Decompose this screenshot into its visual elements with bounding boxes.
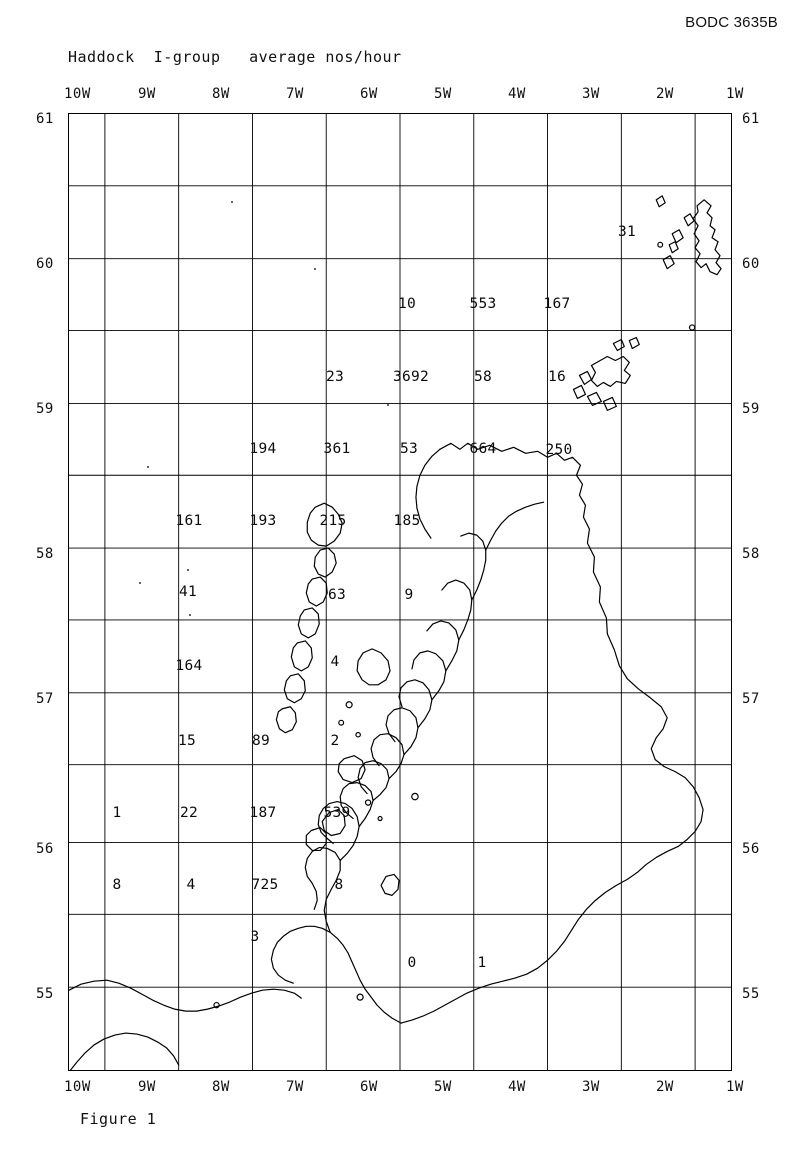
data-value-cell: 89 — [251, 733, 271, 749]
map-speck — [187, 569, 189, 571]
lat-tick-left-61: 61 — [36, 111, 54, 127]
lat-tick-right-57: 57 — [742, 691, 760, 707]
data-value-cell: 23 — [325, 369, 345, 385]
figure-caption: Figure 1 — [80, 1110, 157, 1128]
data-value-cell: 63 — [327, 587, 347, 603]
map-speck — [231, 201, 233, 203]
map-plot-area — [68, 113, 732, 1071]
lat-tick-left-60: 60 — [36, 256, 54, 272]
lat-tick-right-60: 60 — [742, 256, 760, 272]
lon-tick-top-6: 4W — [508, 86, 526, 102]
lon-tick-bottom-3: 7W — [286, 1079, 304, 1095]
chart-title: Haddock I-group average nos/hour — [68, 48, 402, 66]
lon-tick-top-2: 8W — [212, 86, 230, 102]
lon-tick-top-7: 3W — [582, 86, 600, 102]
map-speck — [387, 404, 389, 406]
lon-tick-bottom-6: 4W — [508, 1079, 526, 1095]
lon-tick-bottom-4: 6W — [360, 1079, 378, 1095]
data-value-cell: 10 — [397, 296, 417, 312]
lon-tick-bottom-7: 3W — [582, 1079, 600, 1095]
lon-tick-bottom-2: 8W — [212, 1079, 230, 1095]
lon-tick-top-8: 2W — [656, 86, 674, 102]
lat-tick-left-55: 55 — [36, 986, 54, 1002]
data-value-cell: 664 — [469, 441, 497, 457]
data-value-cell: 15 — [177, 733, 197, 749]
data-value-cell: 41 — [178, 584, 198, 600]
lon-tick-top-3: 7W — [286, 86, 304, 102]
lon-tick-top-5: 5W — [434, 86, 452, 102]
data-value-cell: 2 — [330, 733, 340, 749]
data-value-cell: 361 — [323, 441, 351, 457]
data-value-cell: 8 — [334, 877, 344, 893]
data-value-cell: 8 — [112, 877, 122, 893]
data-value-cell: 194 — [249, 441, 277, 457]
lon-tick-top-0: 10W — [64, 86, 91, 102]
map-speck — [139, 582, 141, 584]
data-value-cell: 4 — [186, 877, 196, 893]
data-value-cell: 187 — [249, 805, 277, 821]
lat-tick-left-59: 59 — [36, 401, 54, 417]
map-speck — [189, 614, 191, 616]
data-value-cell: 31 — [617, 224, 637, 240]
data-value-cell: 4 — [330, 654, 340, 670]
lat-tick-right-61: 61 — [742, 111, 760, 127]
map-speck — [314, 268, 316, 270]
lat-tick-right-56: 56 — [742, 841, 760, 857]
lon-tick-top-1: 9W — [138, 86, 156, 102]
lat-tick-left-56: 56 — [36, 841, 54, 857]
lon-tick-bottom-8: 2W — [656, 1079, 674, 1095]
data-value-cell: 167 — [543, 296, 571, 312]
data-value-cell: 164 — [175, 658, 203, 674]
data-value-cell: 16 — [547, 369, 567, 385]
lon-tick-top-9: 1W — [726, 86, 744, 102]
data-value-cell: 9 — [404, 587, 414, 603]
lon-tick-top-4: 6W — [360, 86, 378, 102]
lat-tick-left-57: 57 — [36, 691, 54, 707]
data-value-cell: 1 — [477, 955, 487, 971]
data-value-cell: 22 — [179, 805, 199, 821]
data-value-cell: 539 — [323, 805, 351, 821]
data-value-cell: 53 — [399, 441, 419, 457]
data-value-cell: 250 — [545, 442, 573, 458]
data-value-cell: 185 — [393, 513, 421, 529]
coastline-outline — [69, 114, 731, 1070]
data-value-cell: 0 — [407, 955, 417, 971]
data-value-cell: 215 — [319, 513, 347, 529]
data-value-cell: 3692 — [392, 369, 430, 385]
lon-tick-bottom-9: 1W — [726, 1079, 744, 1095]
lat-tick-right-55: 55 — [742, 986, 760, 1002]
data-value-cell: 161 — [175, 513, 203, 529]
data-value-cell: 1 — [112, 805, 122, 821]
reference-code: BODC 3635B — [685, 14, 778, 31]
lon-tick-bottom-5: 5W — [434, 1079, 452, 1095]
data-value-cell: 58 — [473, 369, 493, 385]
lat-tick-right-58: 58 — [742, 546, 760, 562]
map-speck — [147, 466, 149, 468]
lon-tick-bottom-1: 9W — [138, 1079, 156, 1095]
lat-tick-right-59: 59 — [742, 401, 760, 417]
data-value-cell: 725 — [251, 877, 279, 893]
lon-tick-bottom-0: 10W — [64, 1079, 91, 1095]
data-value-cell: 553 — [469, 296, 497, 312]
lat-tick-left-58: 58 — [36, 546, 54, 562]
data-value-cell: 3 — [250, 929, 260, 945]
data-value-cell: 193 — [249, 513, 277, 529]
